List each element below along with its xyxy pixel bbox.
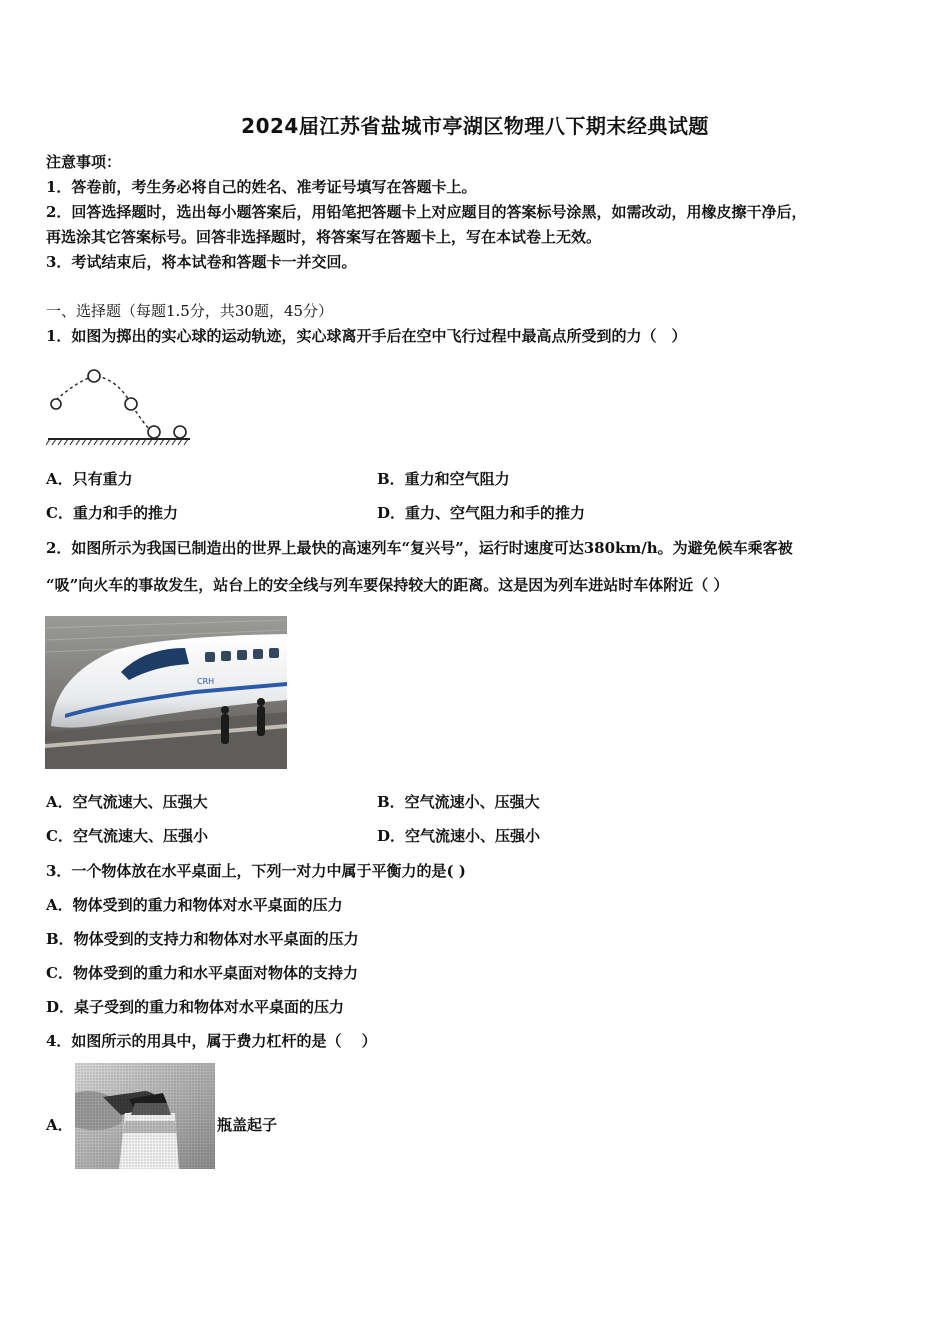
q2-stem-line1: 2．如图所示为我国已制造出的世界上最快的高速列车“复兴号”，运行时速度可达380km/h。为避免候车乘客被 [46,539,793,557]
section-heading: 一、选择题（每题1.5分，共30题，45分） [46,302,334,320]
high-speed-train-photo [45,616,287,769]
q1-stem: 1．如图为掷出的实心球的运动轨迹，实心球离开手后在空中飞行过程中最高点所受到的力（ ） [46,327,687,345]
q3-option-c[interactable]: C．物体受到的重力和水平桌面对物体的支持力 [46,964,358,982]
ball-icon [148,426,160,438]
q2-option-c[interactable]: C．空气流速大、压强小 [46,827,208,845]
ball-icon [88,370,100,382]
q1-option-c[interactable]: C．重力和手的推力 [46,504,178,522]
q4-option-a-label: 瓶盖起子 [217,1116,278,1134]
ball-icon [51,399,61,409]
q3-option-a[interactable]: A．物体受到的重力和物体对水平桌面的压力 [46,896,343,914]
note-item-2: 2．回答选择题时，选出每小题答案后，用铅笔把答题卡上对应题目的答案标号涂黑，如需改动，用橡皮擦干净后， [46,203,807,221]
bottle-opener-photo [75,1063,215,1169]
ball-icon [174,426,186,438]
q3-stem: 3．一个物体放在水平桌面上，下列一对力中属于平衡力的是( ) [46,862,466,880]
notes-heading: 注意事项： [46,153,122,171]
q3-option-b[interactable]: B．物体受到的支持力和物体对水平桌面的压力 [46,930,359,948]
q2-stem-line2: “吸”向火车的事故发生，站台上的安全线与列车要保持较大的距离。这是因为列车进站时车体附近（ ） [46,576,729,594]
page-title: 2024届江苏省盐城市亭湖区物理八下期末经典试题 [241,114,709,138]
note-item-1: 1．答卷前，考生务必将自己的姓名、准考证号填写在答题卡上。 [46,178,477,196]
q2-option-a[interactable]: A．空气流速大、压强大 [46,793,208,811]
q2-option-b[interactable]: B．空气流速小、压强大 [377,793,540,811]
ball-icon [125,398,137,410]
q1-option-b[interactable]: B．重力和空气阻力 [377,470,510,488]
note-item-3: 3．考试结束后，将本试卷和答题卡一并交回。 [46,253,357,271]
train-logo-text: CRH [197,677,215,686]
q1-option-a[interactable]: A．只有重力 [46,470,133,488]
note-item-2-cont: 再选涂其它答案标号。回答非选择题时，将答案写在答题卡上，写在本试卷上无效。 [46,228,602,246]
q1-option-d[interactable]: D．重力、空气阻力和手的推力 [377,504,586,522]
q3-option-d[interactable]: D．桌子受到的重力和物体对水平桌面的压力 [46,998,345,1016]
q4-stem: 4．如图所示的用具中，属于费力杠杆的是（ ） [46,1032,377,1050]
q4-option-a-letter[interactable]: A． [46,1116,73,1134]
shot-put-trajectory-figure [46,362,192,446]
q2-option-d[interactable]: D．空气流速小、压强小 [377,827,541,845]
